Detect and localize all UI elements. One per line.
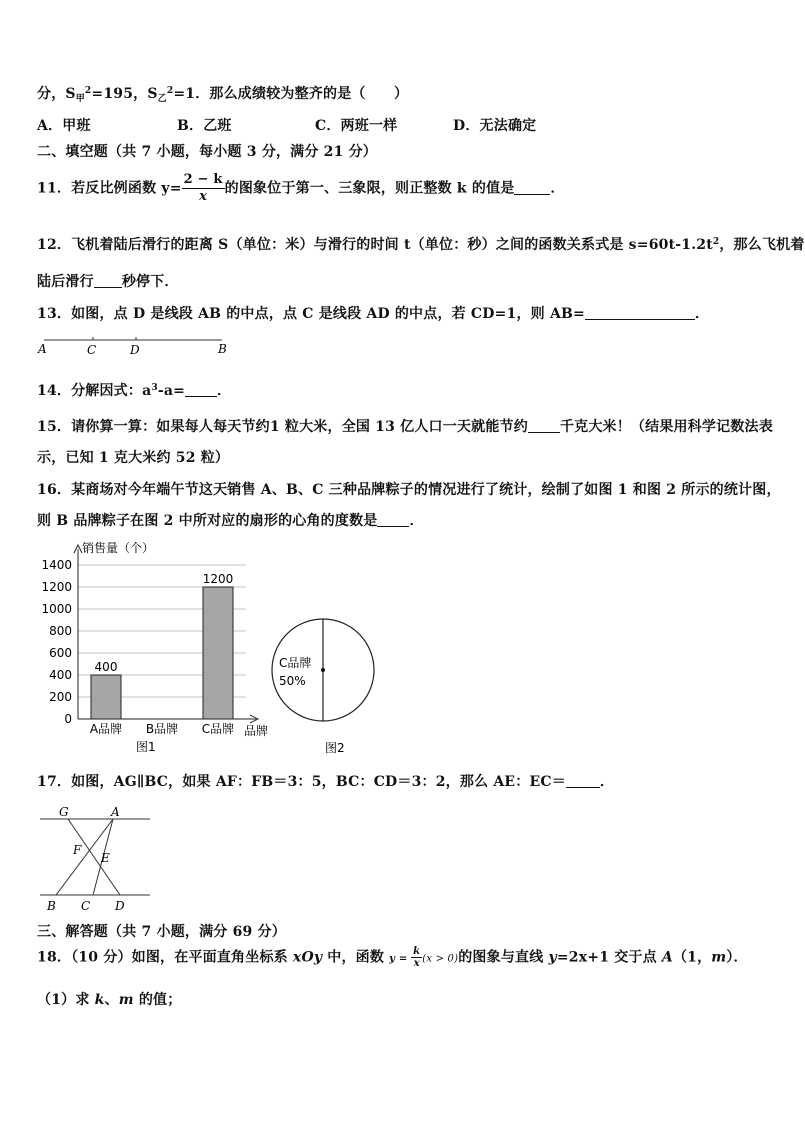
x-category-label: C品牌: [201, 722, 235, 736]
q18-fraction: $\frac{k}{x}$: [413, 946, 421, 969]
option-c: C．两班一样: [315, 118, 398, 134]
label-c: C: [87, 343, 97, 357]
label-a: A: [38, 342, 47, 356]
label-a: A: [111, 805, 120, 819]
q12-line1: 12．飞机着陆后滑行的距离 S（单位：米）与滑行的时间 t（单位：秒）之间的函数关系式是 $s=60t-1.2t^2$，那么飞机着: [37, 237, 805, 253]
y-axis-label: 销售量（个）: [82, 541, 155, 555]
q10-options: [37, 115, 536, 135]
answer-blank: [585, 307, 695, 320]
y-tick-label: 600: [49, 646, 72, 660]
answer-blank: [185, 384, 217, 397]
pie-percent-c: 50%: [279, 674, 306, 688]
q14: 14．分解因式：$a^3-a=$ ．: [37, 383, 232, 399]
answer-blank: [528, 420, 560, 433]
q12-line2: 陆后滑行 秒停下．: [37, 274, 179, 290]
bar-1: [91, 675, 121, 719]
label-d: D: [130, 343, 140, 357]
q10-tail: 分，$S_甲^2=195$，$S_乙^2=1$．那么成绩较为整齐的是（ ）: [37, 86, 409, 104]
q15-line2: 示，已知 1 克大米约 52 粒）: [37, 450, 230, 466]
y-tick-label: 800: [49, 624, 72, 638]
q15-line1: 15．请你算一算：如果每人每天节约1 粒大米，全国 13 亿人口一天就能节约 千克大米！（结果用科学记数法表: [37, 419, 773, 435]
bar-data-label: 400: [94, 660, 118, 674]
y-tick-label: 200: [49, 690, 72, 704]
option-d: D．无法确定: [453, 118, 537, 134]
chart-caption: 图1: [136, 740, 156, 754]
section2-header: 二、填空题（共 7 小题，每小题 3 分，满分 21 分）: [37, 144, 378, 160]
label-f: F: [73, 843, 82, 857]
label-b: B: [218, 342, 227, 356]
answer-blank: [377, 514, 409, 527]
segment-gd: [68, 819, 120, 895]
bar-chart-figure1: [34, 535, 284, 760]
x-category-label: A品牌: [89, 722, 123, 736]
q16-line1: 16．某商场对今年端午节这天销售 A、B、C 三种品牌粽子的情况进行了统计，绘制了如图 1 和图 2 所示的统计图，: [37, 482, 781, 498]
pie-center: [321, 668, 325, 672]
bars: [90, 572, 234, 736]
q11-fraction: $\frac{2 - k}{x}$: [183, 172, 223, 204]
label-c: C: [81, 899, 91, 913]
q17: 17．如图，AG∥BC，如果 AF：FB＝3：5，BC：CD＝3：2，那么 AE：EC＝ ．: [37, 774, 615, 790]
q18: 18．（10 分）如图，在平面直角坐标系 xOy 中，函数 y = $\frac{k}{x}$ (x > 0)的图象与直线 y=2x+1 交于点 A（1，m）．: [37, 946, 748, 969]
q13-segment-figure: [36, 332, 236, 358]
answer-blank: [94, 275, 122, 288]
y-tick-label: 0: [64, 712, 72, 726]
y-tick-labels: [41, 558, 72, 726]
y-tick-label: 400: [49, 668, 72, 682]
y-tick-label: 1200: [41, 580, 72, 594]
pie-caption: 图2: [325, 741, 345, 755]
q13: 13．如图，点 D 是线段 AB 的中点，点 C 是线段 AD 的中点，若 CD=1，则 AB= ．: [37, 306, 710, 322]
q18-part1: （1）求 k、m 的值；: [37, 992, 182, 1008]
bar-3: [203, 587, 233, 719]
answer-blank: [566, 775, 600, 788]
label-e: E: [101, 851, 110, 865]
q17-geometry-figure: [38, 802, 153, 912]
answer-blank: [514, 182, 550, 195]
label-d: D: [115, 899, 125, 913]
pie-label-c: C品牌: [279, 656, 312, 670]
option-a: A．甲班: [37, 118, 91, 134]
y-tick-label: 1000: [41, 602, 72, 616]
label-b: B: [47, 899, 56, 913]
q11: 11．若反比例函数 y= $\frac{2 - k}{x}$ 的图象位于第一、三象限，则正整数 k 的值是 ．: [37, 172, 565, 204]
y-tick-label: 1400: [41, 558, 72, 572]
q16-line2: 则 B 品牌粽子在图 2 中所对应的扇形的心角的度数是 ．: [37, 513, 424, 529]
x-category-label: B品牌: [145, 722, 179, 736]
option-b: B．乙班: [177, 118, 232, 134]
pie-chart-figure2: [268, 610, 380, 760]
bar-data-label: 1200: [202, 572, 234, 586]
label-g: G: [59, 805, 69, 819]
x-axis-label: 品牌: [244, 724, 269, 738]
section3-header: 三、解答题（共 7 小题，满分 69 分）: [37, 924, 286, 940]
